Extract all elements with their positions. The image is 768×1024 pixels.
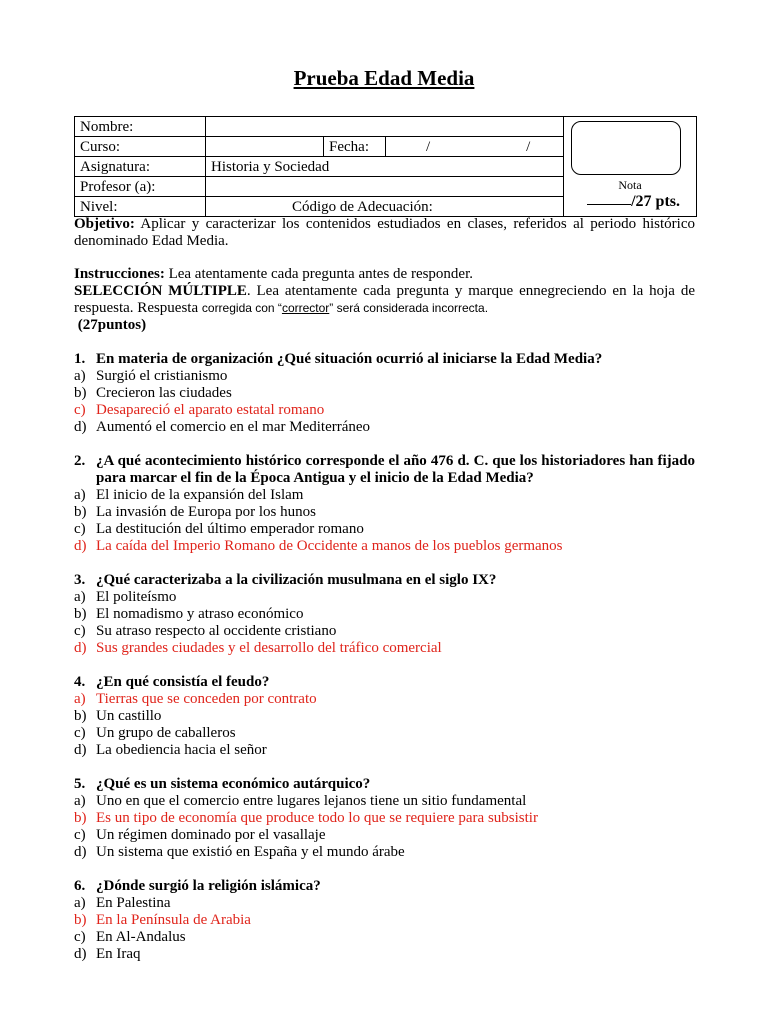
option-letter: b) [74,385,87,401]
option-letter: d) [74,419,87,435]
question-text: ¿Dónde surgió la religión islámica? [96,878,321,894]
question-number: 5. [74,776,86,792]
option-text: Su atraso respecto al occidente cristiano [96,623,337,639]
instructions-text: Lea atentamente cada pregunta antes de responder. [168,266,474,282]
option-letter: b) [74,810,87,826]
question-stem [74,351,695,368]
nombre-label: Nombre: [75,117,206,137]
option-text: La invasión de Europa por los hunos [96,504,316,520]
option-letter: a) [74,368,86,384]
option-letter: d) [74,742,87,758]
question-text: ¿En qué consistía el feudo? [96,674,270,690]
curso-label: Curso: [75,137,206,157]
option-text: Un sistema que existió en España y el mundo árabe [96,844,405,860]
option-letter: c) [74,623,86,639]
score-label: /27 pts. [631,193,680,210]
answer-option[interactable] [74,742,695,759]
profesor-label: Profesor (a): [75,177,206,197]
option-text: En Palestina [96,895,171,911]
question-stem [74,776,695,793]
asignatura-value: Historia y Sociedad [206,157,564,177]
option-letter: b) [74,708,87,724]
option-text: El politeísmo [96,589,177,605]
option-text: Es un tipo de economía que produce todo lo que se requiere para subsistir [96,810,538,826]
objective-text: Aplicar y caracterizar los contenidos estudiados en clases, referidos al periodo histórico denominado Edad Media. [74,216,695,249]
curso-field[interactable] [206,137,324,157]
answer-option[interactable] [74,725,695,742]
question-6 [74,878,695,963]
answer-option[interactable] [74,691,695,708]
answer-option[interactable] [74,402,695,419]
sm-text: . Lea atentamente cada pregunta y marque ennegreciendo en la hoja de respuesta. Respuesta [74,283,695,316]
option-letter: a) [74,691,86,707]
option-letter: a) [74,589,86,605]
objective-label: Objetivo: [74,216,135,232]
answer-option[interactable] [74,589,695,606]
option-letter: c) [74,827,86,843]
option-letter: a) [74,895,86,911]
instructions-label: Instrucciones: [74,266,165,282]
answer-option[interactable] [74,827,695,844]
option-text: La obediencia hacia el señor [96,742,267,758]
fecha-label: Fecha: [324,137,386,157]
option-letter: a) [74,793,86,809]
score-total [587,193,680,211]
option-text: La destitución del último emperador romano [96,521,364,537]
option-text: En Iraq [96,946,141,962]
answer-option[interactable] [74,419,695,436]
option-text: En Al-Andalus [96,929,186,945]
answer-option[interactable] [74,521,695,538]
exam-body [74,216,695,963]
objective [74,216,695,250]
sm-note-a: corregida con “ [201,301,282,315]
option-letter: a) [74,487,86,503]
option-text: Tierras que se conceden por contrato [96,691,317,707]
nota-label: Nota [618,178,642,192]
answer-option[interactable] [74,487,695,504]
option-text: Surgió el cristianismo [96,368,228,384]
codigo-field[interactable] [206,197,564,217]
question-2 [74,453,695,555]
option-text: Uno en que el comercio entre lugares lejanos tiene un sitio fundamental [96,793,527,809]
sm-label: SELECCIÓN MÚLTIPLE [74,283,247,299]
answer-option[interactable] [74,606,695,623]
question-text: En materia de organización ¿Qué situación ocurrió al iniciarse la Edad Media? [96,351,603,367]
fecha-field[interactable] [386,137,564,157]
option-text: Un régimen dominado por el vasallaje [96,827,326,843]
option-letter: d) [74,640,87,656]
option-letter: c) [74,402,86,418]
option-letter: b) [74,606,87,622]
sm-note-b: corrector [281,301,330,315]
answer-option[interactable] [74,810,695,827]
multiple-choice-instructions [74,283,695,317]
option-letter: c) [74,521,86,537]
option-text: La caída del Imperio Romano de Occidente a manos de los pueblos germanos [96,538,563,554]
answer-option[interactable] [74,929,695,946]
option-text: El nomadismo y atraso económico [96,606,304,622]
option-letter: b) [74,912,87,928]
page-title: Prueba Edad Media [293,66,475,90]
option-text: En la Península de Arabia [96,912,251,928]
question-stem [74,453,695,487]
question-1 [74,351,695,436]
option-letter: d) [74,538,87,554]
nivel-label: Nivel: [75,197,206,217]
question-list [74,334,695,963]
nombre-field[interactable] [206,117,564,137]
instructions [74,266,695,283]
option-text: Sus grandes ciudades y el desarrollo del tráfico comercial [96,640,442,656]
answer-option[interactable] [74,708,695,725]
answer-option[interactable] [74,912,695,929]
question-text: ¿Qué caracterizaba a la civilización musulmana en el siglo IX? [96,572,497,588]
option-letter: d) [74,844,87,860]
option-text: Desapareció el aparato estatal romano [96,402,325,418]
question-number: 3. [74,572,86,588]
grade-cell [564,117,697,217]
answer-option[interactable] [74,538,695,555]
question-3 [74,572,695,657]
question-number: 6. [74,878,86,894]
answer-option[interactable] [74,895,695,912]
option-text: Un castillo [96,708,162,724]
question-number: 2. [74,453,86,469]
answer-option[interactable] [74,640,695,657]
question-stem [74,572,695,589]
question-stem [74,878,695,895]
question-number: 4. [74,674,86,690]
codigo-label: Código de Adecuación: [292,198,433,215]
question-stem [74,674,695,691]
answer-option[interactable] [74,793,695,810]
answer-option[interactable] [74,844,695,861]
asignatura-label: Asignatura: [75,157,206,177]
points-note [74,317,695,334]
option-text: Aumentó el comercio en el mar Mediterráneo [96,419,371,435]
fecha-slash: / [526,138,531,155]
option-text: El inicio de la expansión del Islam [96,487,304,503]
profesor-field[interactable] [206,177,564,197]
option-letter: b) [74,504,87,520]
score-blank[interactable] [587,204,631,205]
points-text: (27puntos) [77,317,147,333]
option-letter: c) [74,725,86,741]
answer-option[interactable] [74,504,695,521]
option-text: Un grupo de caballeros [96,725,236,741]
option-letter: c) [74,929,86,945]
question-5 [74,776,695,861]
answer-option[interactable] [74,623,695,640]
question-4 [74,674,695,759]
answer-option[interactable] [74,385,695,402]
question-text: ¿Qué es un sistema económico autárquico? [96,776,371,792]
sm-note-c: ” será considerada incorrecta. [329,301,489,315]
grade-box[interactable] [571,121,681,175]
fecha-slash: / [426,138,431,155]
answer-option[interactable] [74,946,695,963]
answer-option[interactable] [74,368,695,385]
question-text: ¿A qué acontecimiento histórico corresponde el año 476 d. C. que los historiadores han fijado para marcar el fin de la Época Antigua y el inicio de la Edad Media? [96,453,695,486]
question-number: 1. [74,351,86,367]
student-info-table [74,116,697,217]
option-letter: d) [74,946,87,962]
option-text: Crecieron las ciudades [96,385,232,401]
